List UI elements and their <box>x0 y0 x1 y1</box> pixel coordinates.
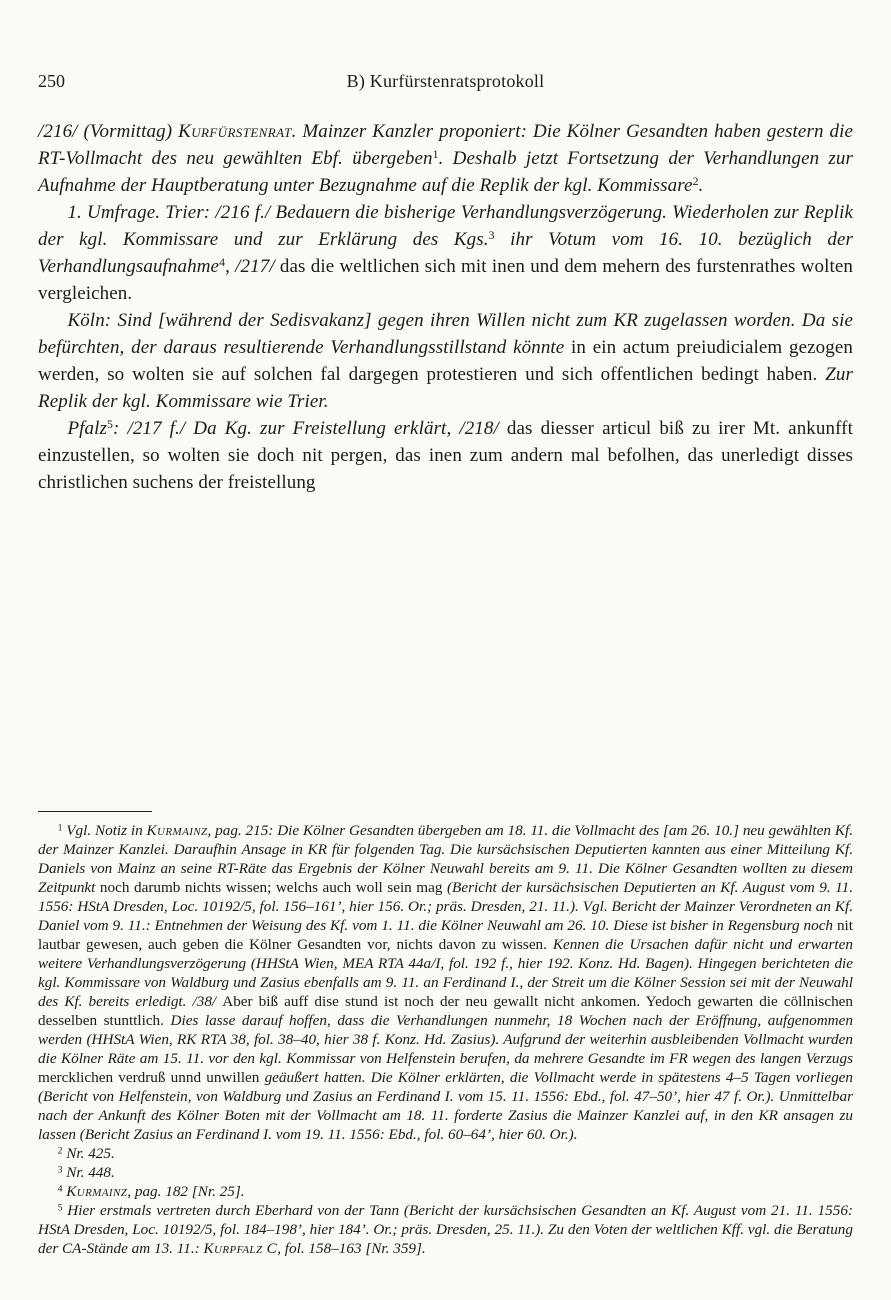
text-run: Kurfürstenrat <box>178 121 292 142</box>
text-run: in ein actum preiudicialem gezogen werden, so wolten sie auf solchen fal dargegen protestieren und sich offentlichen bedingt haben. <box>38 337 853 385</box>
footnote-marker: 2 <box>57 1146 63 1157</box>
footnote-marker: 1 <box>57 823 63 834</box>
footnote-marker: 5 <box>57 1203 63 1214</box>
text-run: /216/ (Vormittag) <box>38 121 179 142</box>
page-number: 250 <box>38 71 65 91</box>
paragraph-umfrage-trier <box>38 199 853 307</box>
footnotes-section <box>38 811 853 1258</box>
text-run: Kurmainz <box>66 1183 128 1200</box>
text-run: noch darumb nichts wissen; welchs auch woll sein mag <box>99 879 447 896</box>
text-run: Dies lasse darauf hoffen, dass die Verhandlungen nunmehr, 18 Wochen nach der Eröffnung, aufgenommen werden (HHStA Wien, RK RTA 38, fol. 38–40, hier 38 f. Konz. Hd. Zasius). Aufgrund der weiterhin ausbleibenden Vollmacht wurden die Kölner Räte am 15. 11. vor den kgl. Kommissar von Helfenstein berufen, da mehrere Gesandte im FR wegen des langen Verzugs <box>38 1012 853 1067</box>
text-run: Kurmainz <box>146 822 208 839</box>
footnote-2 <box>38 1144 853 1163</box>
text-run: das die weltlichen sich mit inen und dem mehern des furstenrathes wolten vergleichen. <box>38 256 853 304</box>
text-run: Kennen die Ursachen dafür nicht und erwarten weitere Verhandlungsverzögerung (HHStA Wien, MEA RTA 44a/I, fol. 192 f., hier 192. Konz. Hd. Bagen). Hingegen berichteten die kgl. Kommissare von Waldburg und Zasius ebenfalls am 9. 11. an Ferdinand I., der Streit um die Kölner Session sei mit der Neuwahl des Kf. bereits erledigt. /38/ <box>38 936 853 1010</box>
text-run: , /217/ <box>225 256 280 277</box>
footnote-4 <box>38 1182 853 1201</box>
footnote-marker: 3 <box>57 1165 63 1176</box>
text-run: , pag. 182 [Nr. 25]. <box>127 1183 245 1200</box>
text-run: Köln: Sind [während der Sedisvakanz] gegen ihren Willen nicht zum KR zugelassen worden. Da sie befürchten, der daraus resultierende Verhandlungsstillstand könnte <box>38 310 853 358</box>
text-run: , pag. 215: Die Kölner Gesandten übergeben am 18. 11. die Vollmacht des [am 26. 10.] neu gewählten Kf. der Mainzer Kanzlei. Daraufhin Ansage in KR für folgenden Tag. Die kursächsischen Deputierten kannten aus einer Mitteilung Kf. Daniels von Mainz an seine RT-Räte das Ergebnis der Kölner Neuwahl bereits am 9. 11. Die Kölner Gesandten wollten zu diesem Zeitpunkt <box>38 822 853 896</box>
text-run: Pfalz <box>67 418 107 439</box>
footnote-marker: 5 <box>107 418 113 432</box>
text-run: Zur Replik der kgl. Kommissare wie Trier. <box>38 364 853 412</box>
footnote-1 <box>38 821 853 1144</box>
text-run: ihr Votum vom 16. 10. bezüglich der Verhandlungsaufnahme <box>38 229 854 277</box>
text-run: Nr. 425. <box>62 1145 115 1162</box>
paragraph-pfalz <box>38 415 853 496</box>
text-run: Aber biß auff dise stund ist noch der neu gewallt nicht ankomen. Yedoch gewarten die cöllnischen desselben stunttlich. <box>38 993 853 1029</box>
text-run: mercklichen verdruß unnd unwillen <box>38 1069 265 1086</box>
text-run: , fol. 158–163 [Nr. 359]. <box>277 1240 426 1257</box>
footnote-marker: 4 <box>219 256 226 270</box>
text-run: . <box>698 175 704 196</box>
footnote-marker: 4 <box>57 1184 63 1195</box>
text-run: Kurpfalz C <box>203 1240 278 1257</box>
text-run: . Mainzer Kanzler proponiert: Die Kölner Gesandten haben gestern die RT-Vollmacht des neu gewählten Ebf. übergeben <box>38 121 853 169</box>
paragraph-proposition <box>38 118 853 199</box>
paragraph-koeln <box>38 307 853 415</box>
text-run: (Bericht der kursächsischen Deputierten an Kf. August vom 9. 11. 1556: HStA Dresden, Loc. 10192/5, fol. 156–161’, hier 156. Or.; präs. Dresden, 21. 11.). Vgl. Bericht der Mainzer Verordneten an Kf. Daniel vom 9. 11.: Entnehmen der Weisung des Kf. vom 1. 11. die Kölner Neuwahl am 26. 10. Diese ist bisher in Regensburg noch <box>38 879 853 934</box>
footnote-marker: 2 <box>692 175 699 189</box>
footnote-3 <box>38 1163 853 1182</box>
text-run: 1. Umfrage. Trier: /216 f./ Bedauern die bisherige Verhandlungsverzögerung. Wiederholen zur Replik der kgl. Kommissare und zur Erklärung des Kgs. <box>38 202 853 250</box>
running-title: B) Kurfürstenratsprotokoll <box>346 71 545 91</box>
text-run: : /217 f./ Da Kg. zur Freistellung erklärt, /218/ <box>112 418 507 439</box>
footnote-separator <box>38 811 152 812</box>
text-run: geäußert hatten. Die Kölner erklärten, die Vollmacht werde in spätestens 4–5 Tagen vorliegen (Bericht von Helfenstein, von Waldburg und Zasius an Ferdinand I. vom 15. 11. 1556: Ebd., fol. 47–50’, hier 47 f. Or.). Unmittelbar nach der Ankunft des Kölner Boten mit der Vollmacht am 18. 11. forderte Zasius die Mainzer Kanzlei auf, in den KR ansagen zu lassen (Bericht Zasius an Ferdinand I. vom 19. 11. 1556: Ebd., fol. 60–64’, hier 60. Or.). <box>38 1069 853 1143</box>
text-run: das diesser articul biß zu irer Mt. ankunfft einzustellen, so wolten sie doch nit pergen, das inen zum andern mal befolhen, das unerledigt disses christlichen suchens der freistellung <box>38 418 853 493</box>
footnote-marker: 1 <box>432 148 439 162</box>
text-run: nit lautbar gewesen, auch geben die Kölner Gesandten vor, nichts davon zu wissen. <box>38 917 853 953</box>
text-run: Vgl. Notiz in <box>62 822 147 839</box>
running-header <box>38 70 853 92</box>
text-run: Hier erstmals vertreten durch Eberhard von der Tann (Bericht der kursächsischen Gesandten an Kf. August vom 21. 11. 1556: HStA Dresden, Loc. 10192/5, fol. 184–198’, hier 184’. Or.; präs. Dresden, 25. 11.). Zu den Voten der weltlichen Kff. vgl. die Beratung der CA-Stände am 13. 11.: <box>38 1202 853 1257</box>
footnote-marker: 3 <box>488 229 495 243</box>
text-run: . Deshalb jetzt Fortsetzung der Verhandlungen zur Aufnahme der Hauptberatung unter Bezugnahme auf die Replik der kgl. Kommissare <box>38 148 854 196</box>
main-text <box>38 118 853 496</box>
footnote-5 <box>38 1201 853 1258</box>
text-run: Nr. 448. <box>62 1164 115 1181</box>
